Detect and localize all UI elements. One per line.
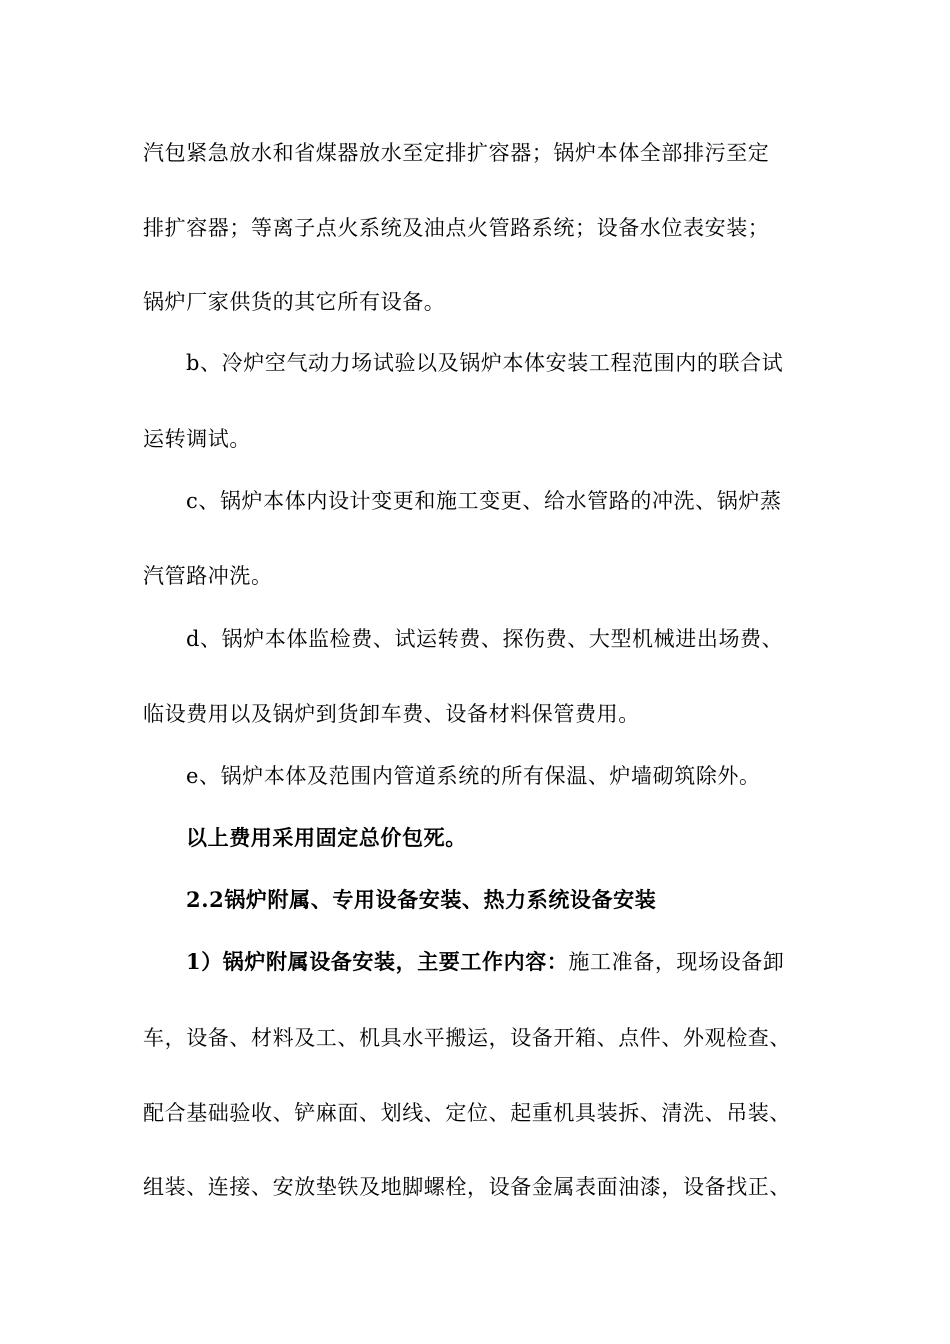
paragraph-line: 汽包紧急放水和省煤器放水至定排扩容器；锅炉本体全部排污至定: [143, 141, 770, 165]
paragraph-line: 排扩容器；等离子点火系统及油点火管路系统；设备水位表安装；: [143, 216, 770, 240]
fixed-price-statement: 以上费用采用固定总价包死。: [186, 825, 467, 850]
section-heading-2-2: 2.2锅炉附属、专用设备安装、热力系统设备安装: [186, 887, 657, 912]
item-c-line: c、锅炉本体内设计变更和施工变更、给水管路的冲洗、锅炉蒸: [186, 489, 782, 513]
item-1-line: [186, 948, 784, 976]
paragraph-line: 临设费用以及锅炉到货卸车费、设备材料保管费用。: [143, 702, 640, 726]
item-e-line: e、锅炉本体及范围内管道系统的所有保温、炉墙砌筑除外。: [186, 764, 761, 788]
item-1-lead: 1）锅炉附属设备安装，主要工作内容：: [186, 949, 569, 974]
item-d-line: d、锅炉本体监检费、试运转费、探伤费、大型机械进出场费、: [186, 627, 784, 651]
paragraph-line: 汽管路冲洗。: [143, 564, 273, 588]
paragraph-line: 组装、连接、安放垫铁及地脚螺栓，设备金属表面油漆，设备找正、: [143, 1175, 791, 1199]
item-b-line: b、冷炉空气动力场试验以及锅炉本体安装工程范围内的联合试: [186, 351, 784, 375]
paragraph-line: 锅炉厂家供货的其它所有设备。: [143, 290, 446, 314]
paragraph-line: 配合基础验收、铲麻面、划线、定位、起重机具装拆、清洗、吊装、: [143, 1101, 791, 1125]
item-1-text: 施工准备，现场设备卸: [568, 950, 785, 974]
paragraph-line: 运转调试。: [143, 427, 251, 451]
paragraph-line: 车，设备、材料及工、机具水平搬运，设备开箱、点件、外观检查、: [143, 1026, 791, 1050]
